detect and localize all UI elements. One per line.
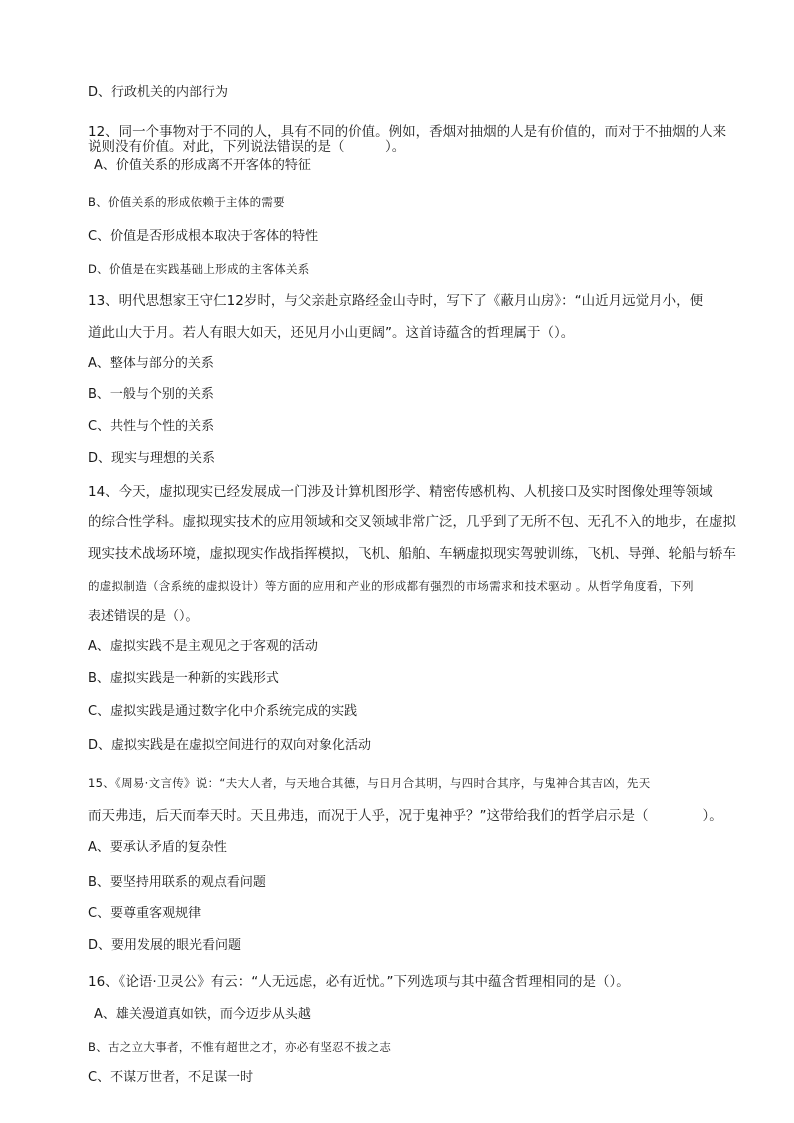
q15-option-a: A、要承认矛盾的复杂性 xyxy=(88,840,227,855)
prev-option-d: D、行政机关的内部行为 xyxy=(88,85,229,100)
q16-option-a: A、雄关漫道真如铁，而今迈步从头越 xyxy=(94,1007,311,1022)
q14-stem-line2: 的综合性学科。虚拟现实技术的应用领域和交叉领域非常广泛，几乎到了无所不包、无孔不入的地步，在虚拟 xyxy=(88,514,736,530)
q15-stem-line1: 15、《周易·文言传》说：“夫大人者，与天地合其德，与日月合其明，与四时合其序，与鬼神合其吉凶，先天 xyxy=(88,776,651,790)
q12-option-b: B、价值关系的形成依赖于主体的需要 xyxy=(88,195,285,209)
q13-stem-line1: 13、明代思想家王守仁12岁时，与父亲赴京路经金山寺时，写下了《蔽月山房》：“山近月远觉月小，便 xyxy=(88,293,704,309)
q12-option-c: C、价值是否形成根本取决于客体的特性 xyxy=(88,229,319,244)
q14-option-d: D、虚拟实践是在虚拟空间进行的双向对象化活动 xyxy=(88,738,372,753)
q12-stem-line1: 12、同一个事物对于不同的人，具有不同的价值。例如，香烟对抽烟的人是有价值的，而对于不抽烟的人来 xyxy=(88,124,727,140)
q16-option-b: B、古之立大事者，不惟有超世之才，亦必有坚忍不拔之志 xyxy=(88,1040,392,1054)
q12-option-a: A、价值关系的形成离不开客体的特征 xyxy=(94,158,311,173)
q14-option-c: C、虚拟实践是通过数字化中介系统完成的实践 xyxy=(88,704,358,719)
q13-option-a: A、整体与部分的关系 xyxy=(88,356,214,371)
q14-stem-line3: 现实技术战场环境，虚拟现实作战指挥模拟，飞机、船舶、车辆虚拟现实驾驶训练，飞机、导弹、轮船与轿车 xyxy=(88,546,736,562)
q14-option-a: A、虚拟实践不是主观见之于客观的活动 xyxy=(88,639,318,654)
q16-stem-line1: 16、《论语·卫灵公》有云：“人无远虑，必有近忧。”下列选项与其中蕴含哲理相同的是（）。 xyxy=(88,974,630,990)
q14-stem-line1: 14、今天，虚拟现实已经发展成一门涉及计算机图形学、精密传感机构、人机接口及实时图像处理等领域 xyxy=(88,484,713,500)
q12-option-d: D、价值是在实践基础上形成的主客体关系 xyxy=(88,262,310,276)
q13-option-c: C、共性与个性的关系 xyxy=(88,419,215,434)
q14-stem-line5: 表述错误的是（）。 xyxy=(88,609,199,624)
q15-option-b: B、要坚持用联系的观点看问题 xyxy=(88,875,266,890)
q16-option-c: C、不谋万世者，不足谋一时 xyxy=(88,1070,254,1085)
q15-option-d: D、要用发展的眼光看问题 xyxy=(88,938,242,953)
q15-stem-line2: 而天弗违，后天而奉天时。天且弗违，而况于人乎，况于鬼神乎？”这带给我们的哲学启示是（ ）。 xyxy=(88,808,723,824)
q14-stem-line4: 的虚拟制造（含系统的虚拟设计）等方面的应用和产业的形成都有强烈的市场需求和技术驱动 。从哲学角度看，下列 xyxy=(88,579,694,593)
q13-stem-line2: 道此山大于月。若人有眼大如天，还见月小山更阔”。这首诗蕴含的哲理属于（）。 xyxy=(88,325,575,341)
q15-option-c: C、要尊重客观规律 xyxy=(88,906,202,921)
q13-option-b: B、一般与个别的关系 xyxy=(88,387,214,402)
q13-option-d: D、现实与理想的关系 xyxy=(88,451,216,466)
q12-stem-line2: 说则没有价值。对此，下列说法错误的是（ ）。 xyxy=(88,139,406,155)
q14-option-b: B、虚拟实践是一种新的实践形式 xyxy=(88,671,279,686)
